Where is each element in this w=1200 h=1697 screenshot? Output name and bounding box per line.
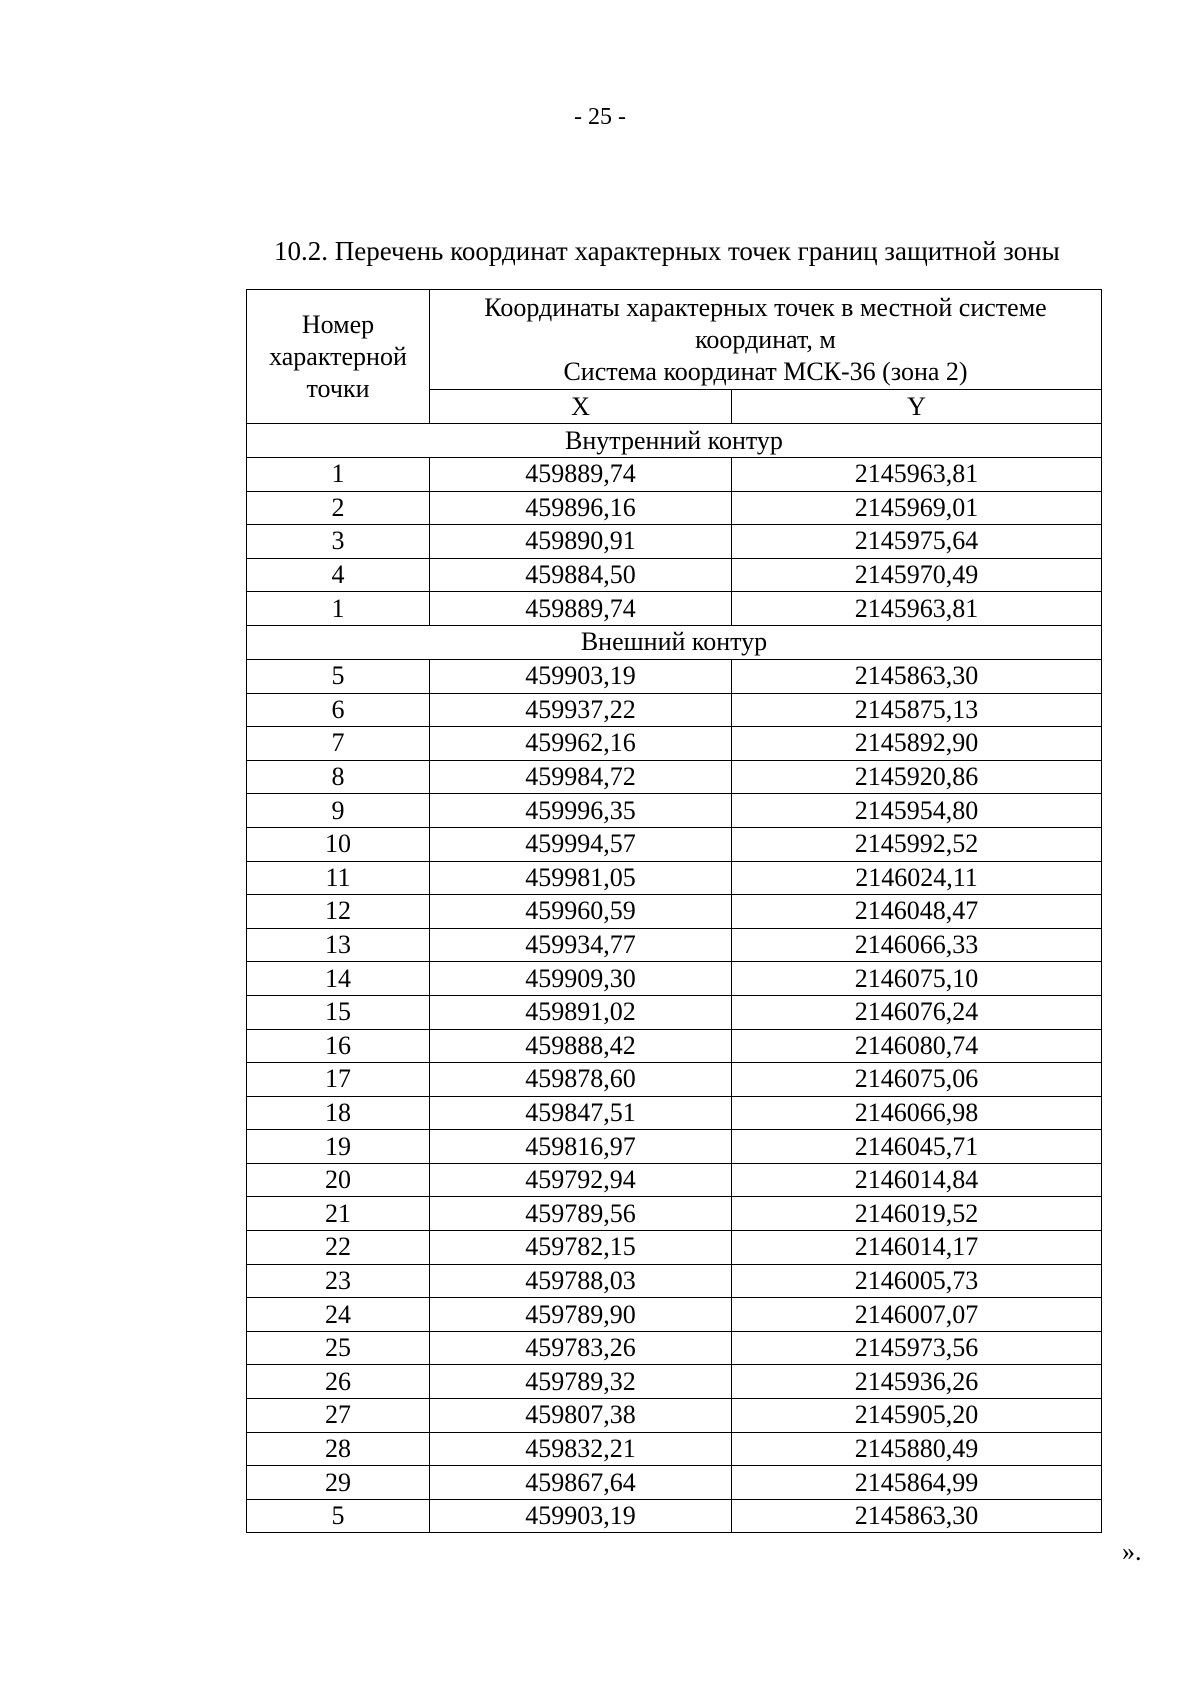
y-column-header: Y (732, 390, 1102, 424)
y-coordinate-cell: 2145963,81 (732, 592, 1102, 626)
point-number-cell: 10 (247, 827, 430, 861)
y-coordinate-cell: 2145863,30 (732, 1499, 1102, 1533)
x-coordinate-cell: 459884,50 (430, 558, 732, 592)
point-number-cell: 12 (247, 895, 430, 929)
point-number-cell: 9 (247, 794, 430, 828)
table-row (247, 1399, 1102, 1433)
table-row (247, 558, 1102, 592)
point-number-header-line: Номер (301, 309, 375, 339)
section-title: 10.2. Перечень координат характерных точек границ защитной зоны (274, 236, 1060, 266)
point-number-cell: 25 (247, 1331, 430, 1365)
x-coordinate-cell: 459847,51 (430, 1096, 732, 1130)
y-coordinate-cell: 2145954,80 (732, 794, 1102, 828)
section-row (247, 625, 1102, 659)
point-number-cell: 21 (247, 1197, 430, 1231)
table-row (247, 592, 1102, 626)
y-coordinate-cell: 2146066,33 (732, 928, 1102, 962)
x-coordinate-cell: 459903,19 (430, 1499, 732, 1533)
y-coordinate-cell: 2145969,01 (732, 491, 1102, 525)
coordinates-header-line: Система координат МСК-36 (зона 2) (563, 356, 968, 386)
y-coordinate-cell: 2146007,07 (732, 1298, 1102, 1332)
table-row (247, 1264, 1102, 1298)
table-row (247, 760, 1102, 794)
point-number-cell: 13 (247, 928, 430, 962)
y-coordinate-cell: 2146014,84 (732, 1163, 1102, 1197)
table-row (247, 1466, 1102, 1500)
x-coordinate-cell: 459909,30 (430, 962, 732, 996)
point-number-cell: 20 (247, 1163, 430, 1197)
x-coordinate-cell: 459934,77 (430, 928, 732, 962)
y-coordinate-cell: 2145970,49 (732, 558, 1102, 592)
table-row (247, 827, 1102, 861)
x-coordinate-cell: 459789,56 (430, 1197, 732, 1231)
y-coordinate-cell: 2146048,47 (732, 895, 1102, 929)
y-coordinate-cell: 2146080,74 (732, 1029, 1102, 1063)
point-number-cell: 8 (247, 760, 430, 794)
table-row (247, 525, 1102, 559)
point-number-cell: 28 (247, 1432, 430, 1466)
table-row (247, 1331, 1102, 1365)
table-row (247, 727, 1102, 761)
x-coordinate-cell: 459789,32 (430, 1365, 732, 1399)
y-coordinate-cell: 2146076,24 (732, 995, 1102, 1029)
point-number-cell: 1 (247, 458, 430, 492)
point-number-cell: 5 (247, 659, 430, 693)
x-coordinate-cell: 459984,72 (430, 760, 732, 794)
y-coordinate-cell: 2145892,90 (732, 727, 1102, 761)
x-coordinate-cell: 459937,22 (430, 693, 732, 727)
y-coordinate-cell: 2146045,71 (732, 1130, 1102, 1164)
x-coordinate-cell: 459878,60 (430, 1063, 732, 1097)
x-coordinate-cell: 459788,03 (430, 1264, 732, 1298)
x-coordinate-cell: 459996,35 (430, 794, 732, 828)
x-coordinate-cell: 459960,59 (430, 895, 732, 929)
point-number-cell: 2 (247, 491, 430, 525)
point-number-header (247, 290, 430, 424)
y-coordinate-cell: 2145880,49 (732, 1432, 1102, 1466)
point-number-cell: 1 (247, 592, 430, 626)
y-coordinate-cell: 2145905,20 (732, 1399, 1102, 1433)
table-row (247, 1231, 1102, 1265)
x-coordinate-cell: 459891,02 (430, 995, 732, 1029)
x-coordinate-cell: 459962,16 (430, 727, 732, 761)
x-coordinate-cell: 459890,91 (430, 525, 732, 559)
x-coordinate-cell: 459789,90 (430, 1298, 732, 1332)
x-coordinate-cell: 459896,16 (430, 491, 732, 525)
table-row (247, 1130, 1102, 1164)
table-row (247, 928, 1102, 962)
point-number-cell: 24 (247, 1298, 430, 1332)
x-coordinate-cell: 459889,74 (430, 458, 732, 492)
x-coordinate-cell: 459888,42 (430, 1029, 732, 1063)
x-coordinate-cell: 459981,05 (430, 861, 732, 895)
point-number-cell: 15 (247, 995, 430, 1029)
point-number-cell: 3 (247, 525, 430, 559)
y-coordinate-cell: 2146005,73 (732, 1264, 1102, 1298)
table-row (247, 1499, 1102, 1533)
table-row (247, 1063, 1102, 1097)
table-row (247, 659, 1102, 693)
x-coordinate-cell: 459792,94 (430, 1163, 732, 1197)
table-row (247, 1197, 1102, 1231)
y-coordinate-cell: 2146019,52 (732, 1197, 1102, 1231)
point-number-cell: 5 (247, 1499, 430, 1533)
coordinates-header-line: Координаты характерных точек в местной системе (484, 292, 1047, 322)
point-number-cell: 26 (247, 1365, 430, 1399)
x-coordinate-cell: 459816,97 (430, 1130, 732, 1164)
table-row (247, 861, 1102, 895)
x-column-header: X (430, 390, 732, 424)
x-coordinate-cell: 459782,15 (430, 1231, 732, 1265)
y-coordinate-cell: 2146024,11 (732, 861, 1102, 895)
y-coordinate-cell: 2145975,64 (732, 525, 1102, 559)
point-number-cell: 19 (247, 1130, 430, 1164)
table-row (247, 895, 1102, 929)
y-coordinate-cell: 2145973,56 (732, 1331, 1102, 1365)
point-number-cell: 6 (247, 693, 430, 727)
y-coordinate-cell: 2146014,17 (732, 1231, 1102, 1265)
x-coordinate-cell: 459994,57 (430, 827, 732, 861)
y-coordinate-cell: 2145992,52 (732, 827, 1102, 861)
table-row (247, 995, 1102, 1029)
table-body (247, 424, 1102, 1533)
x-coordinate-cell: 459783,26 (430, 1331, 732, 1365)
table-row (247, 1029, 1102, 1063)
y-coordinate-cell: 2146066,98 (732, 1096, 1102, 1130)
x-coordinate-cell: 459832,21 (430, 1432, 732, 1466)
table-row (247, 1096, 1102, 1130)
table-row (247, 1365, 1102, 1399)
table-row (247, 491, 1102, 525)
y-coordinate-cell: 2145863,30 (732, 659, 1102, 693)
point-number-cell: 16 (247, 1029, 430, 1063)
point-number-cell: 27 (247, 1399, 430, 1433)
x-coordinate-cell: 459903,19 (430, 659, 732, 693)
point-number-cell: 4 (247, 558, 430, 592)
point-number-cell: 22 (247, 1231, 430, 1265)
table-row (247, 962, 1102, 996)
y-coordinate-cell: 2145963,81 (732, 458, 1102, 492)
closing-quote: ». (1122, 1537, 1142, 1566)
section-title-cell: Внутренний контур (247, 424, 1102, 458)
y-coordinate-cell: 2145936,26 (732, 1365, 1102, 1399)
point-number-cell: 7 (247, 727, 430, 761)
table-row (247, 794, 1102, 828)
coordinates-table (246, 289, 1102, 1533)
section-row (247, 424, 1102, 458)
point-number-cell: 29 (247, 1466, 430, 1500)
point-number-cell: 23 (247, 1264, 430, 1298)
y-coordinate-cell: 2145864,99 (732, 1466, 1102, 1500)
table-row (247, 1432, 1102, 1466)
point-number-header-line: точки (306, 373, 370, 403)
x-coordinate-cell: 459867,64 (430, 1466, 732, 1500)
coordinates-header-line: координат, м (695, 324, 836, 354)
point-number-cell: 18 (247, 1096, 430, 1130)
y-coordinate-cell: 2145875,13 (732, 693, 1102, 727)
point-number-cell: 17 (247, 1063, 430, 1097)
table-row (247, 693, 1102, 727)
table-row (247, 1163, 1102, 1197)
point-number-cell: 11 (247, 861, 430, 895)
x-coordinate-cell: 459889,74 (430, 592, 732, 626)
y-coordinate-cell: 2145920,86 (732, 760, 1102, 794)
point-number-cell: 14 (247, 962, 430, 996)
section-title-cell: Внешний контур (247, 625, 1102, 659)
table-row (247, 1298, 1102, 1332)
coordinates-header (430, 290, 1102, 390)
point-number-header-line: характерной (269, 341, 407, 371)
y-coordinate-cell: 2146075,06 (732, 1063, 1102, 1097)
x-coordinate-cell: 459807,38 (430, 1399, 732, 1433)
page-number: - 25 - (574, 104, 626, 130)
table-row (247, 458, 1102, 492)
y-coordinate-cell: 2146075,10 (732, 962, 1102, 996)
